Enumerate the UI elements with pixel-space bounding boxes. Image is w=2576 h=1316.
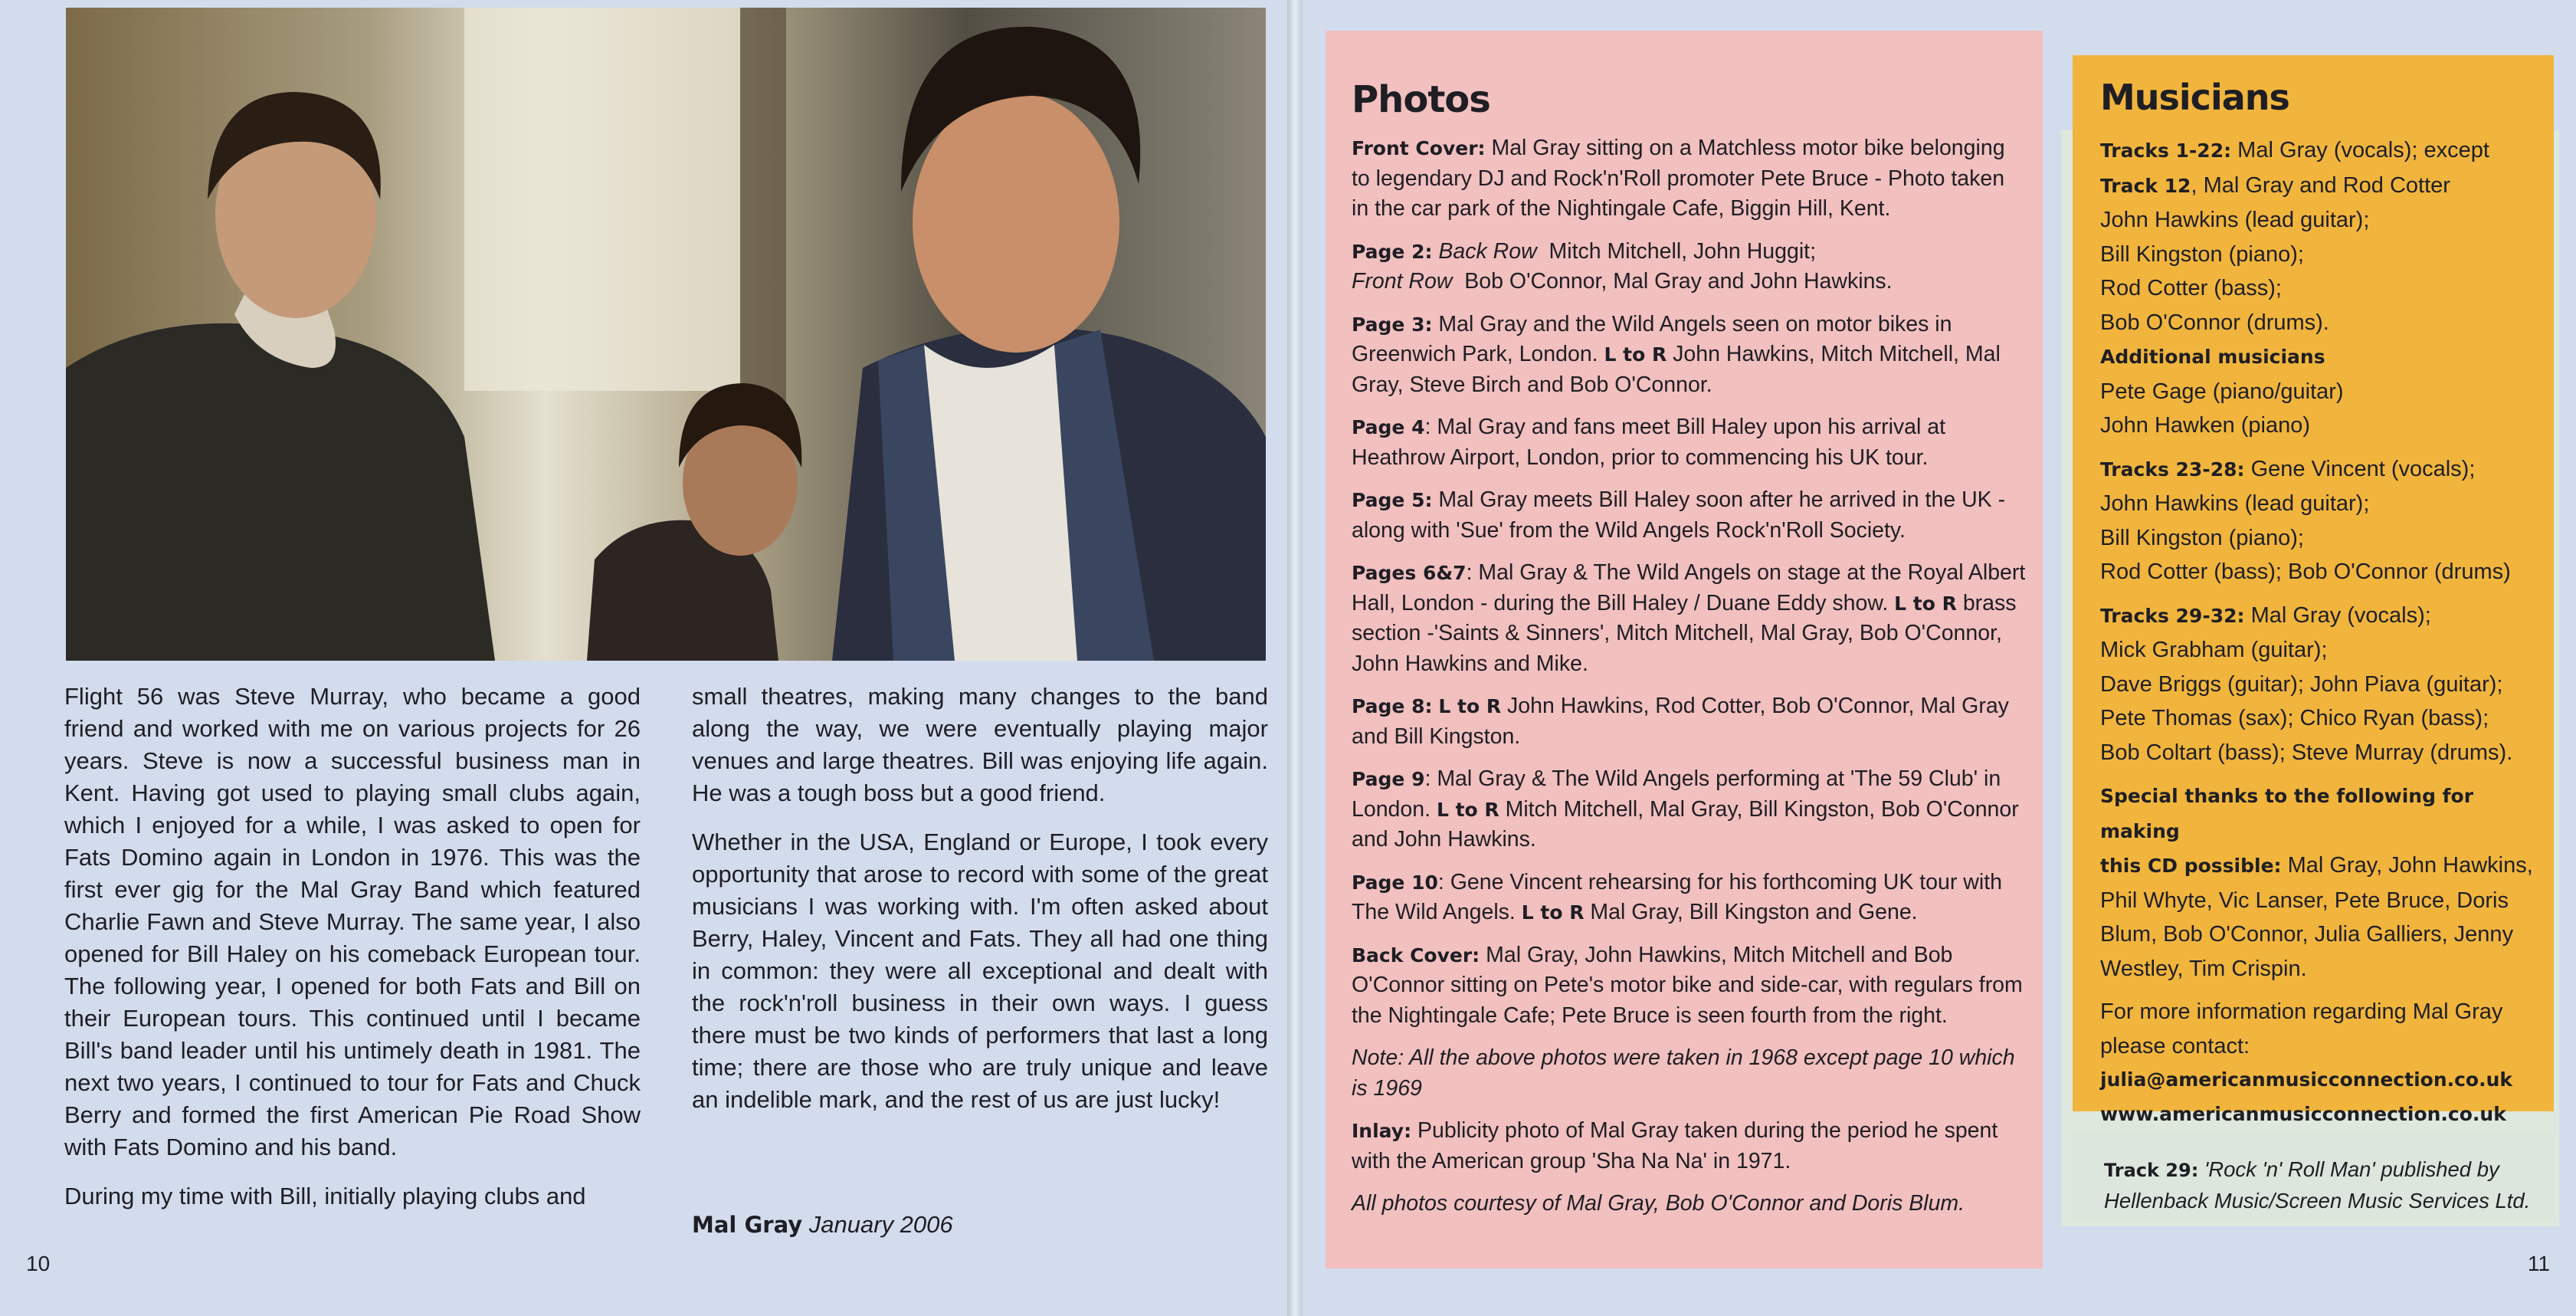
page-4-entry: Page 4: Mal Gray and fans meet Bill Haley upon his arrival at Heathrow Airport, London, prior to commencing his UK tour.: [1352, 415, 1946, 470]
tracks-23-28-block: Tracks 23-28: Gene Vincent (vocals); John Hawkins (lead guitar); Bill Kingston (piano); Rod Cotter (bass); Bob O'Connor (drums): [2100, 456, 2511, 584]
contact-website: www.americanmusicconnection.co.uk: [2100, 1102, 2506, 1125]
front-cover-entry: Front Cover: Mal Gray sitting on a Matchless motor bike belonging to legendary DJ and Rock'n'Roll promoter Pete Bruce - Photo taken in the car park of the Nightingale Cafe, Biggin Hill, Kent.: [1352, 136, 2005, 221]
band-photo-illustration: [66, 8, 1266, 661]
tracks-29-32-block: Tracks 29-32: Mal Gray (vocals); Mick Grabham (guitar); Dave Briggs (guitar); John Piava (guitar); Pete Thomas (sax); Chico Ryan (bass); Bob Coltart (bass); Steve Murray (drums).: [2100, 602, 2513, 765]
musicians-heading: Musicians: [2100, 77, 2289, 118]
inlay-entry: Inlay: Publicity photo of Mal Gray taken during the period he spent with the American group 'Sha Na Na' in 1971.: [1352, 1118, 1998, 1173]
photos-panel: [1326, 31, 2043, 1268]
page-5-entry: Page 5: Mal Gray meets Bill Haley soon after he arrived in the UK - along with 'Sue' from the Wild Angels Rock'n'Roll Society.: [1352, 487, 2006, 543]
body-column-1: [64, 681, 641, 1229]
photos-heading: Photos: [1352, 78, 1490, 121]
signature-name: Mal Gray: [692, 1212, 803, 1238]
page-number-right: 11: [2527, 1252, 2550, 1275]
page-8-entry: Page 8: L to R John Hawkins, Rod Cotter, Bob O'Connor, Mal Gray and Bill Kingston.: [1352, 694, 2009, 749]
contact-info: For more information regarding Mal Gray please contact: julia@americanmusicconnection.co.uk www.americanmusicconnection.co.uk: [2100, 995, 2545, 1131]
band-photo: [66, 8, 1266, 661]
photo-date-note: Note: All the above photos were taken in 1968 except page 10 which is 1969: [1352, 1045, 2015, 1101]
page-number-left: 10: [26, 1252, 51, 1275]
track-29-note: Track 29: 'Rock 'n' Roll Man' published by Hellenback Music/Screen Music Services Ltd.: [2072, 1134, 2555, 1219]
body-paragraph: Flight 56 was Steve Murray, who became a good friend and worked with me on various projects for 26 years. Steve is now a successful business man in Kent. Having got used to playing small clubs again, which I enjoyed for a while, I was asked to open for Fats Domino again in London in 1976. This was the first ever gig for the Mal Gray Band which featured Charlie Fawn and Steve Murray. The same year, I also opened for Bill Haley on his comeback European tour. The following year, I opened for both Fats and Bill on their European tours. This continued until I became Bill's band leader until his untimely death in 1981. The next two years, I continued to tour for Fats and Chuck Berry and formed the first American Pie Road Show with Fats Domino and his band.: [64, 683, 641, 1160]
body-paragraph: small theatres, making many changes to the band along the way, we were eventually playing major venues and large theatres. Bill was enjoying life again. He was a tough boss but a good friend.: [692, 683, 1268, 806]
page-10-entry: Page 10: Gene Vincent rehearsing for his forthcoming UK tour with The Wild Angels. L to R Mal Gray, Bill Kingston and Gene.: [1352, 869, 2002, 924]
left-page: [0, 0, 1287, 1316]
page-9-entry: Page 9: Mal Gray & The Wild Angels performing at 'The 59 Club' in London. L to R Mitch Mitchell, Mal Gray, Bill Kingston, Bob O'Connor and John Hawkins.: [1352, 766, 2019, 852]
body-paragraph: During my time with Bill, initially playing clubs and: [64, 1183, 586, 1209]
signature: [692, 1211, 953, 1239]
tracks-1-22-block: Tracks 1-22: Mal Gray (vocals); except Track 12, Mal Gray and Rod Cotter John Hawkins (lead guitar); Bill Kingston (piano); Rod Cotter (bass); Bob O'Connor (drums). Additional musicians Pete Gage (piano/guitar) John Hawken (piano): [2100, 138, 2489, 438]
spine-gutter: [1287, 0, 1303, 1316]
musicians-panel: [2073, 55, 2554, 1125]
pages-6-7-entry: Pages 6&7: Mal Gray & The Wild Angels on stage at the Royal Albert Hall, London - during the Bill Haley / Duane Eddy show. L to R brass section -'Saints & Sinners', Mitch Mitchell, Mal Gray, Bob O'Connor, John Hawkins and Mike.: [1352, 560, 2026, 676]
body-column-2: [692, 681, 1268, 1133]
signature-date: January 2006: [808, 1211, 953, 1238]
photo-credit: All photos courtesy of Mal Gray, Bob O'Connor and Doris Blum.: [1352, 1191, 1965, 1216]
back-cover-entry: Back Cover: Mal Gray, John Hawkins, Mitch Mitchell and Bob O'Connor sitting on Pete's motor bike and side-car, with regulars from the Nightingale Cafe; Pete Bruce is seen fourth from the right.: [1352, 942, 2023, 1028]
contact-email: julia@americanmusicconnection.co.uk: [2100, 1068, 2513, 1091]
body-paragraph: Whether in the USA, England or Europe, I took every opportunity that arose to record with some of the great musicians I was working with. I'm often asked about Berry, Haley, Vincent and Fats. They all had one thing in common: they were all exceptional and dealt with the rock'n'roll business in their own ways. I guess there must be two kinds of performers that last a long time; there are those who are truly unique and leave an indelible mark, and the rest of us are just lucky!: [692, 829, 1268, 1113]
right-page: [1303, 0, 2576, 1316]
page-3-entry: Page 3: Mal Gray and the Wild Angels seen on motor bikes in Greenwich Park, London. L to R John Hawkins, Mitch Mitchell, Mal Gray, Steve Birch and Bob O'Connor.: [1352, 311, 2001, 397]
page-2-entry: Page 2: Back Row Mitch Mitchell, John Huggit; Front Row Bob O'Connor, Mal Gray and John Hawkins.: [1352, 238, 1893, 294]
special-thanks: Special thanks to the following for making this CD possible: Mal Gray, John Hawkins, Phil Whyte, Vic Lanser, Pete Bruce, Doris Blum, Bob O'Connor, Julia Galliers, Jenny Westley, Tim Crispin.: [2100, 785, 2533, 981]
